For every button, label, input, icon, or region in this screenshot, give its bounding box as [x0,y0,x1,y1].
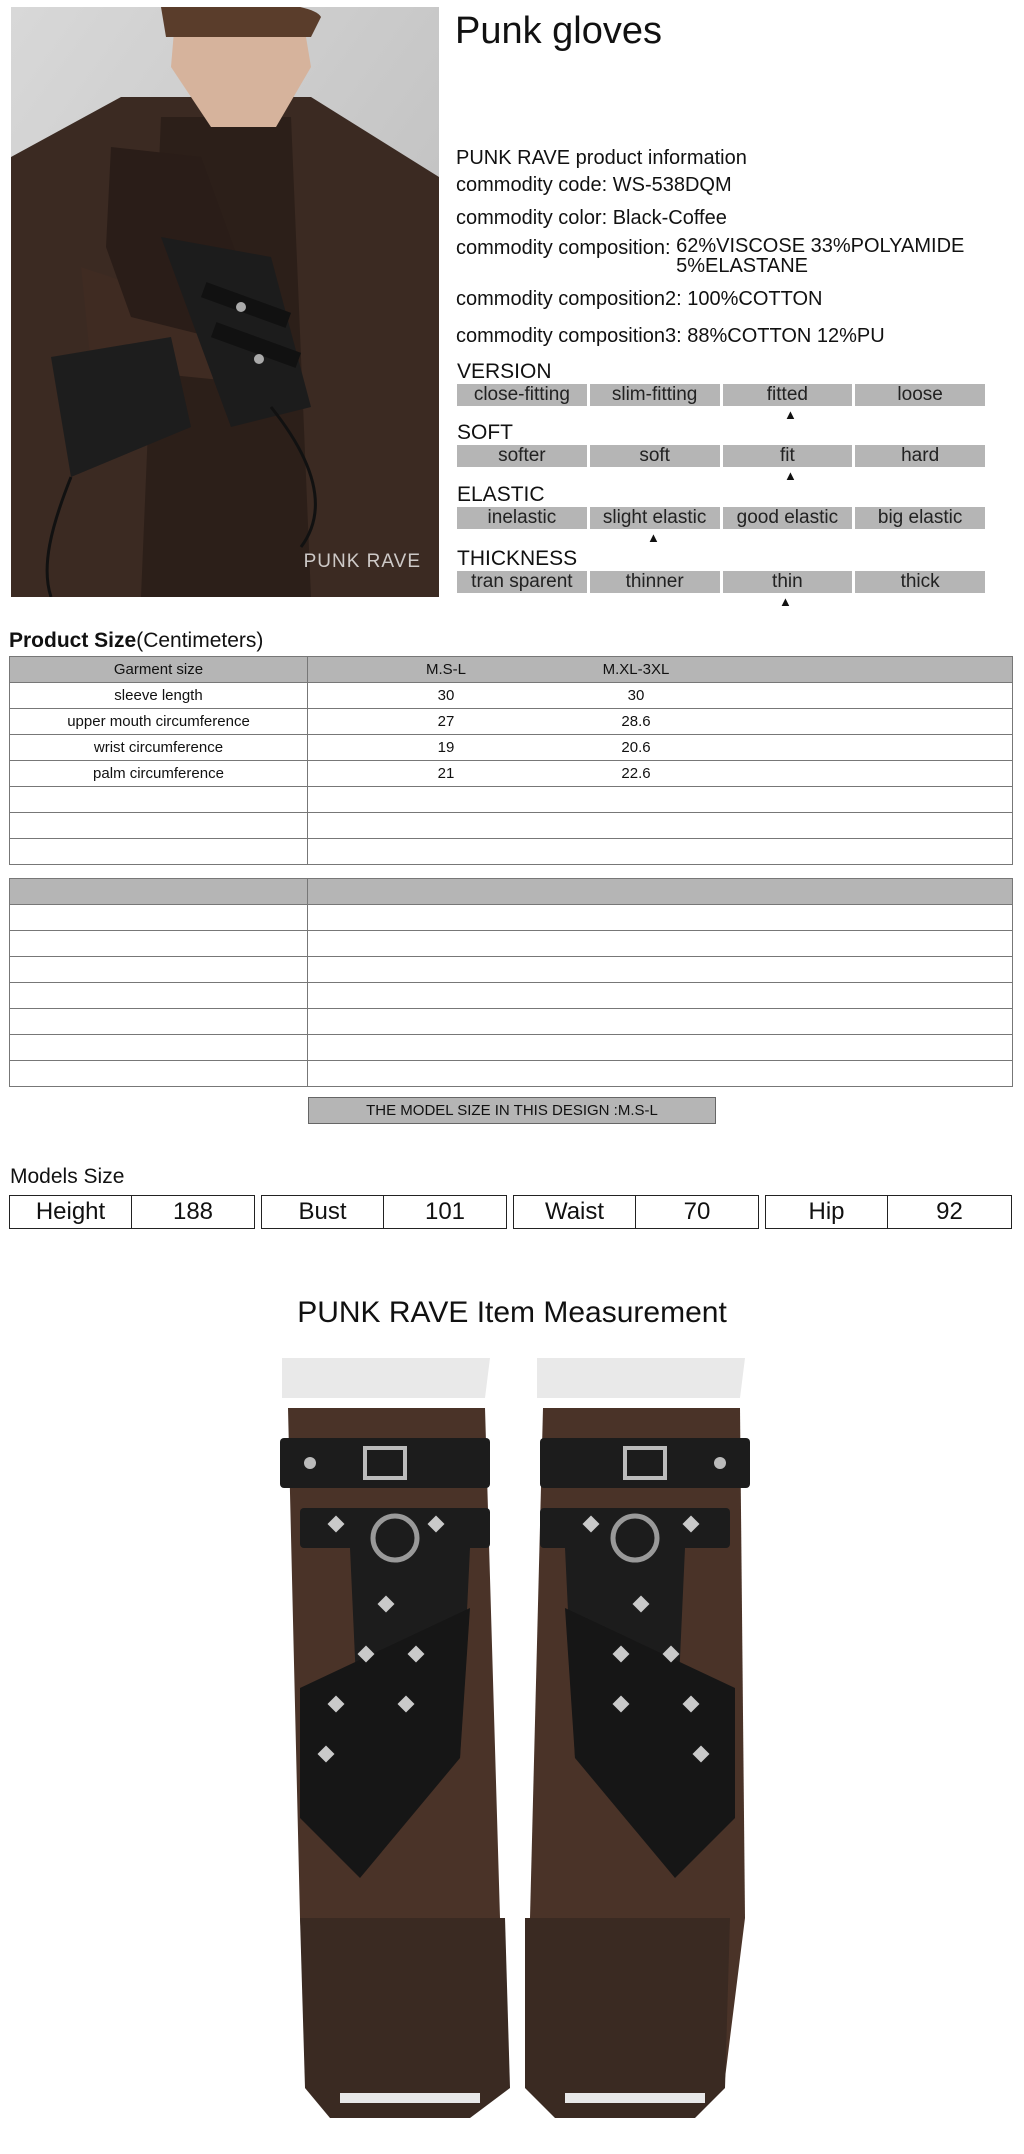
elastic-marker-icon: ▲ [647,530,660,545]
height-label: Height [10,1196,132,1228]
gloves-product-image [270,1358,760,2128]
product-size-title [9,629,263,653]
height-value: 188 [172,1198,214,1225]
hip-label: Hip [766,1196,888,1228]
size-table [9,656,1013,865]
elastic-option: slight elastic [590,507,720,529]
row-name: wrist circumference [10,735,308,761]
row-name: upper mouth circumference [10,709,308,735]
thickness-option: thin [723,571,853,593]
version-option: fitted [723,384,853,406]
thickness-option: thinner [590,571,720,593]
composition2-value: 100%COTTON [687,288,823,310]
table-row [10,709,1013,735]
header-sizes [308,657,1013,683]
version-option: slim-fitting [590,384,720,406]
bust-label: Bust [262,1196,384,1228]
info-composition3 [456,324,885,348]
info-heading: PUNK RAVE product information [456,147,747,169]
info-code [456,173,732,197]
row-values [308,709,1013,735]
waist-label: Waist [514,1196,636,1228]
version-option: loose [855,384,985,406]
elastic-option: inelastic [457,507,587,529]
hip-group [765,1195,1012,1229]
empty-table-header [10,879,1013,905]
soft-marker-icon: ▲ [784,468,797,483]
soft-label: SOFT [457,421,513,444]
table-row [10,683,1013,709]
row-name: palm circumference [10,761,308,787]
height-group [9,1195,255,1229]
empty-row [10,931,1013,957]
thickness-scale [457,571,988,593]
empty-row [10,1035,1013,1061]
row-value: 21 [437,765,455,782]
thickness-option: thick [855,571,985,593]
composition-label: commodity composition: [456,237,671,259]
row-values [308,735,1013,761]
empty-row [10,1009,1013,1035]
composition-line-2: 5%ELASTANE [676,255,808,277]
composition3-value: 88%COTTON 12%PU [687,325,885,347]
row-value: 28.6 [621,713,651,730]
gloves-illustration [270,1358,760,2128]
row-value: 22.6 [621,765,651,782]
product-title: Punk gloves [455,10,663,52]
row-name: sleeve length [10,683,308,709]
composition2-label: commodity composition2: [456,288,682,310]
empty-row [10,813,1013,839]
table-row [10,735,1013,761]
version-scale [457,384,988,406]
elastic-option: good elastic [723,507,853,529]
version-marker-icon: ▲ [784,407,797,422]
measurement-title: PUNK RAVE Item Measurement [297,1296,727,1329]
color-value: Black-Coffee [612,207,727,229]
waist-group [513,1195,759,1229]
models-size-title: Models Size [10,1165,125,1188]
bust-group [261,1195,507,1229]
table-row [10,761,1013,787]
info-color [456,206,727,230]
product-size-unit: (Centimeters) [136,629,264,652]
model-size-note: THE MODEL SIZE IN THIS DESIGN :M.S-L [308,1097,716,1124]
model-photo [11,7,439,597]
empty-row [10,957,1013,983]
left-glove [280,1358,510,2118]
header-garment-size: Garment size [10,657,308,683]
right-glove [525,1358,750,2118]
empty-row [10,905,1013,931]
empty-row [10,1061,1013,1087]
color-label: commodity color: [456,207,608,229]
row-value: 30 [437,687,455,704]
info-composition [456,236,964,276]
hip-value: 92 [936,1198,963,1225]
soft-option: soft [590,445,720,467]
info-composition2 [456,287,822,311]
code-label: commodity code: [456,174,608,196]
empty-row [10,839,1013,865]
thickness-marker-icon: ▲ [779,594,792,609]
row-values [308,683,1013,709]
models-size-row [9,1195,1012,1229]
soft-option: fit [723,445,853,467]
soft-option: hard [855,445,985,467]
watermark: PUNK RAVE [303,551,421,572]
size-table-header [10,657,1013,683]
header-size-2: M.XL-3XL [602,661,670,678]
model-illustration [11,7,439,597]
row-value: 19 [437,739,455,756]
composition-line-1: 62%VISCOSE 33%POLYAMIDE [676,235,965,257]
empty-table [9,878,1013,1087]
bust-value: 101 [424,1198,466,1225]
thickness-option: tran sparent [457,571,587,593]
soft-scale [457,445,988,467]
empty-row [10,787,1013,813]
code-value: WS-538DQM [612,174,732,196]
thickness-label: THICKNESS [457,547,578,570]
empty-row [10,983,1013,1009]
product-size-heading: Product Size [9,629,137,652]
row-values [308,761,1013,787]
soft-option: softer [457,445,587,467]
composition-value [676,236,964,276]
header-size-1: M.S-L [425,661,466,678]
row-value: 30 [627,687,645,704]
elastic-label: ELASTIC [457,483,545,506]
version-option: close-fitting [457,384,587,406]
waist-value: 70 [683,1198,711,1225]
version-label: VERSION [457,360,552,383]
elastic-option: big elastic [855,507,985,529]
composition3-label: commodity composition3: [456,325,682,347]
row-value: 27 [437,713,455,730]
row-value: 20.6 [621,739,651,756]
elastic-scale [457,507,988,529]
